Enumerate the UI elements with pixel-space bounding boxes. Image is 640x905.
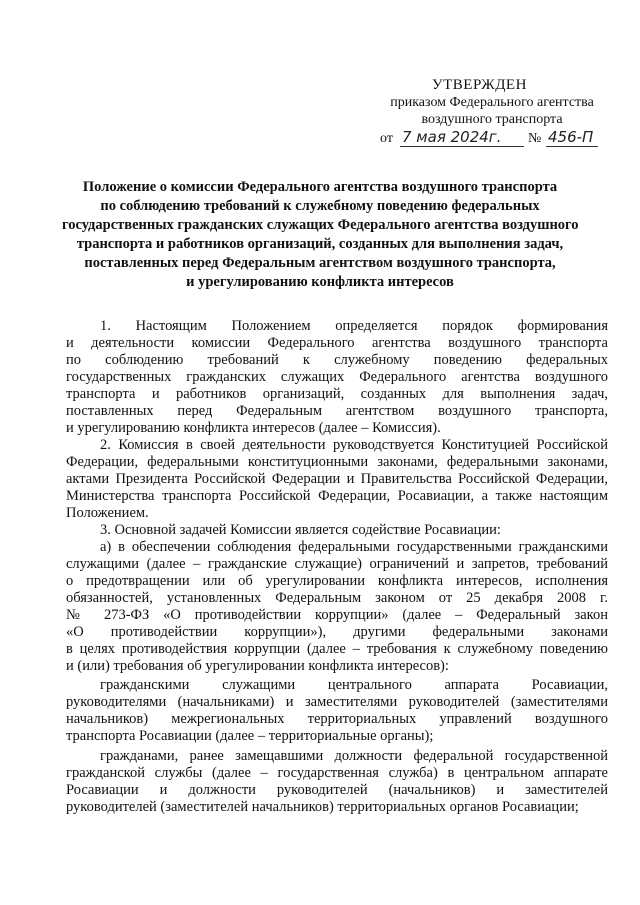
body-line: транспорта и работников организаций, созданных для выполнения задач,	[66, 386, 608, 402]
body-line: начальников) межрегиональных территориальных управлений воздушного	[66, 711, 608, 727]
body-line: о предотвращении или об урегулировании конфликта интересов, исполнения	[66, 573, 608, 589]
body-line: государственных гражданских служащих Федерального агентства воздушного	[66, 369, 608, 385]
body-line: Росавиации и должности руководителей (начальников) и заместителей	[66, 782, 608, 798]
document-heading	[62, 178, 578, 292]
body-line: 2. Комиссия в своей деятельности руководствуется Конституцией Российской	[100, 437, 608, 453]
body-line: № 273-ФЗ «О противодействии коррупции» (далее – Федеральный закон	[66, 607, 608, 623]
approval-title: УТВЕРЖДЕН	[432, 77, 527, 93]
number-underline	[546, 146, 598, 147]
body-line: Федерации, федеральными конституционными законами, федеральными законами,	[66, 454, 608, 470]
heading-line: транспорта и работников организаций, созданных для выполнения задач,	[76, 236, 564, 252]
body-line: транспорта Росавиации (далее – территориальные органы);	[66, 728, 434, 744]
approval-line-1: приказом Федерального агентства	[390, 95, 594, 110]
heading-line: по соблюдению требований к служебному поведению федеральных	[100, 198, 540, 214]
body-line: в целях противодействия коррупции (далее – требования к служебному поведению	[66, 641, 608, 657]
approval-date-number	[372, 128, 612, 148]
from-label: от	[380, 131, 393, 146]
body-line: Министерства транспорта Российской Федерации, Росавиации, а также настоящим	[66, 488, 608, 504]
approval-block	[372, 76, 612, 148]
body-line: Положением.	[66, 505, 149, 521]
body-line: и деятельности комиссии Федерального агентства воздушного транспорта	[66, 335, 608, 351]
body-line: поставленных перед Федеральным агентством воздушного транспорта,	[66, 403, 608, 419]
body-line: по соблюдению требований к служебному поведению федеральных	[66, 352, 608, 368]
date-underline	[400, 146, 524, 147]
body-line: руководителями (начальниками) и заместителями руководителей (заместителями	[66, 694, 608, 710]
body-line: гражданами, ранее замещавшими должности федеральной государственной	[100, 748, 608, 764]
body-line: 3. Основной задачей Комиссии является содействие Росавиации:	[100, 522, 501, 538]
document-body	[66, 318, 608, 816]
body-line: гражданской службы (далее – государственная служба) в центральном аппарате	[66, 765, 608, 781]
number-label: №	[528, 131, 542, 146]
handwritten-number: 456-П	[548, 128, 594, 146]
body-line: актами Президента Российской Федерации и Правительства Российской Федерации,	[66, 471, 608, 487]
heading-line: поставленных перед Федеральным агентством воздушного транспорта,	[84, 255, 556, 271]
approval-line-2: воздушного транспорта	[421, 112, 563, 127]
body-line: 1. Настоящим Положением определяется порядок формирования	[100, 318, 608, 334]
body-line: и (или) требования об урегулировании конфликта интересов):	[66, 658, 449, 674]
heading-line: государственных гражданских служащих Федерального агентства воздушного	[62, 217, 579, 233]
body-line: руководителей (заместителей начальников) территориальных органов Росавиации;	[66, 799, 579, 815]
body-line: служащими (далее – гражданские служащие) ограничений и запретов, требований	[66, 556, 608, 572]
body-line: а) в обеспечении соблюдения федеральными государственными гражданскими	[100, 539, 608, 555]
body-line: гражданскими служащими центрального аппарата Росавиации,	[100, 677, 608, 693]
heading-line: и урегулированию конфликта интересов	[186, 274, 454, 290]
body-line: обязанностей, установленных Федеральным законом от 25 декабря 2008 г.	[66, 590, 608, 606]
body-line: и урегулированию конфликта интересов (далее – Комиссия).	[66, 420, 441, 436]
body-line: «О противодействии коррупции»), другими федеральными законами	[66, 624, 608, 640]
handwritten-date: 7 мая 2024г.	[402, 128, 502, 146]
heading-line: Положение о комиссии Федерального агентства воздушного транспорта	[82, 179, 558, 195]
